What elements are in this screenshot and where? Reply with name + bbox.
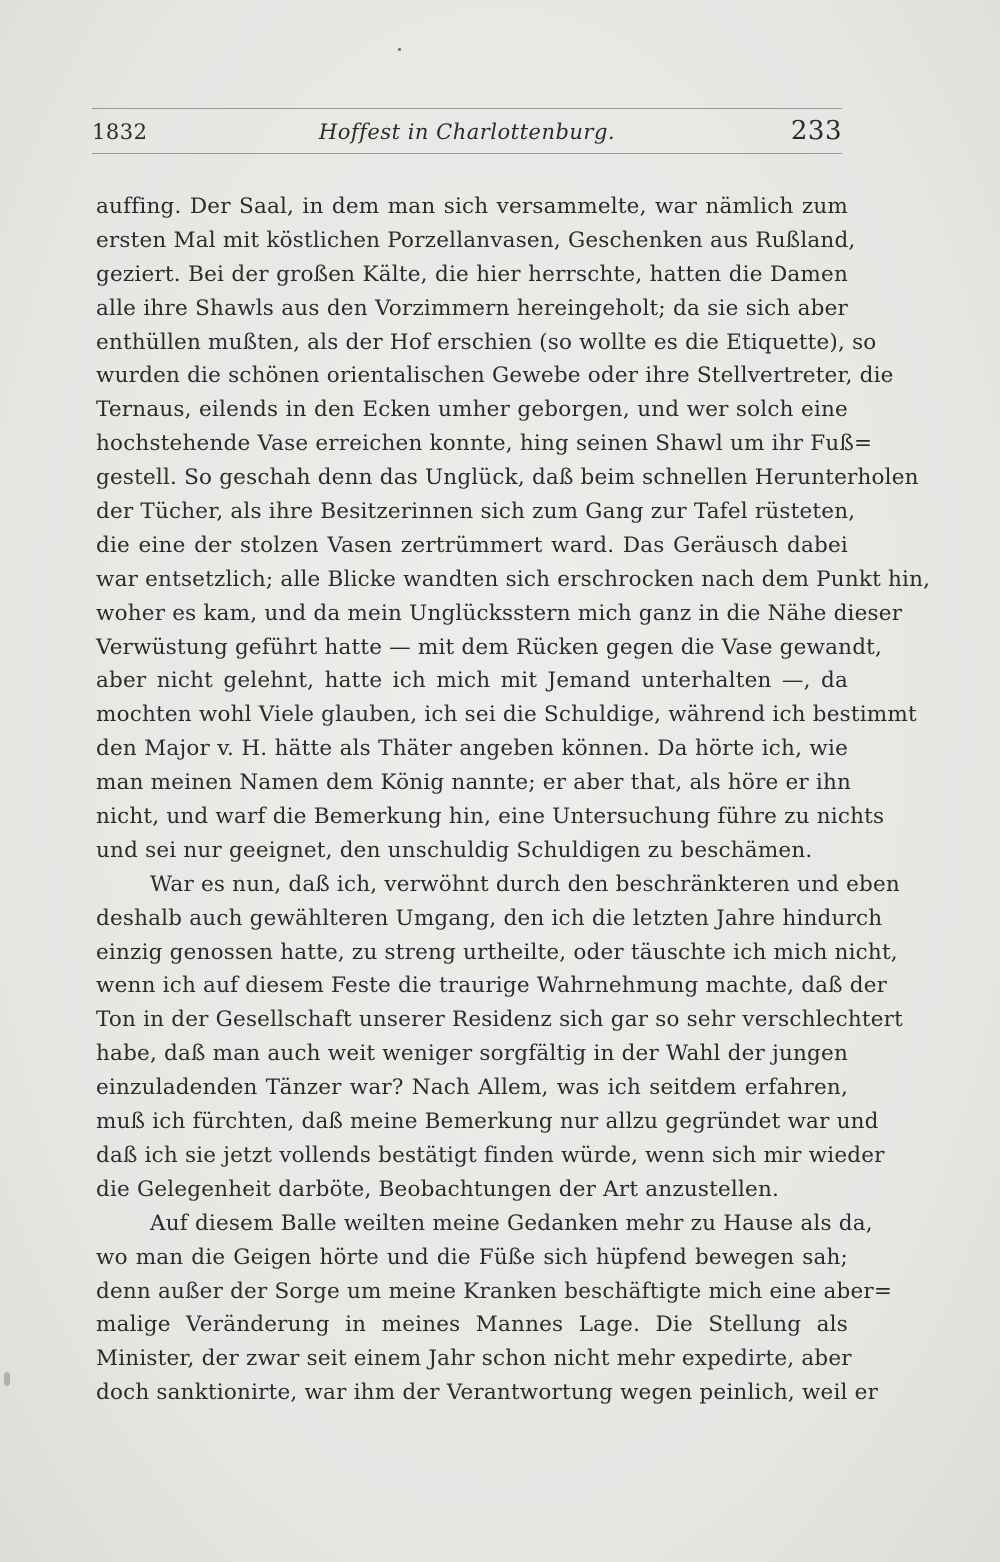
text-line: einzig genossen hatte, zu streng urtheilte, oder täuschte ich mich nicht,: [96, 939, 898, 965]
text-line: die Gelegenheit darböte, Beobachtungen der Art anzustellen.: [96, 1176, 780, 1202]
text-line: hochstehende Vase erreichen konnte, hing seinen Shawl um ihr Fuß=: [96, 431, 873, 457]
page-number: 233: [790, 116, 842, 146]
text-line: die eine der stolzen Vasen zertrümmert ward. Das Geräusch dabei: [96, 532, 848, 558]
running-header: [92, 116, 842, 150]
text-line: Verwüstung geführt hatte — mit dem Rücken gegen die Vase gewandt,: [96, 634, 883, 660]
margin-speck: [4, 1372, 10, 1386]
text-line: gestell. So geschah denn das Unglück, daß beim schnellen Herunterholen: [96, 465, 919, 491]
text-line: Ternaus, eilends in den Ecken umher geborgen, und wer solch eine: [96, 397, 848, 423]
text-line: muß ich fürchten, daß meine Bemerkung nur allzu gegründet war und: [96, 1109, 879, 1135]
text-line: den Major v. H. hätte als Thäter angeben können. Da hörte ich, wie: [96, 736, 848, 762]
text-line: war entsetzlich; alle Blicke wandten sich erschrocken nach dem Punkt hin,: [96, 566, 931, 592]
text-line: ersten Mal mit köstlichen Porzellanvasen, Geschenken aus Rußland,: [96, 227, 856, 253]
text-line: man meinen Namen dem König nannte; er aber that, als höre er ihn: [96, 770, 852, 796]
header-title: Hoffest in Charlottenburg.: [318, 120, 616, 144]
text-line: doch sanktionirte, war ihm der Verantwortung wegen peinlich, weil er: [96, 1380, 879, 1406]
text-line: auffing. Der Saal, in dem man sich versammelte, war nämlich zum: [96, 194, 848, 219]
text-line: habe, daß man auch weit weniger sorgfältig in der Wahl der jungen: [96, 1041, 848, 1067]
text-line: geziert. Bei der großen Kälte, die hier herrschte, hatten die Damen: [96, 261, 848, 287]
text-line: wurden die schönen orientalischen Gewebe oder ihre Stellvertreter, die: [96, 363, 894, 389]
text-line: daß ich sie jetzt vollends bestätigt finden würde, wenn sich mir wieder: [96, 1142, 885, 1168]
text-line: nicht, und warf die Bemerkung hin, eine Untersuchung führe zu nichts: [96, 804, 885, 830]
text-line: Auf diesem Balle weilten meine Gedanken mehr zu Hause als da,: [150, 1210, 873, 1236]
text-line: wenn ich auf diesem Feste die traurige Wahrnehmung machte, daß der: [96, 973, 888, 999]
text-line: Minister, der zwar seit einem Jahr schon nicht mehr expedirte, aber: [96, 1346, 852, 1372]
text-line: und sei nur geeignet, den unschuldig Schuldigen zu beschämen.: [96, 837, 813, 863]
text-line: woher es kam, und da mein Unglücksstern mich ganz in die Nähe dieser: [96, 600, 903, 626]
text-line: enthüllen mußten, als der Hof erschien (so wollte es die Etiquette), so: [96, 329, 877, 355]
text-line: deshalb auch gewählteren Umgang, den ich die letzten Jahre hindurch: [96, 905, 883, 931]
text-line: wo man die Geigen hörte und die Füße sich hüpfend bewegen sah;: [96, 1244, 848, 1270]
text-line: denn außer der Sorge um meine Kranken beschäftigte mich eine aber=: [96, 1278, 893, 1304]
print-speck: [398, 48, 401, 51]
text-line: War es nun, daß ich, verwöhnt durch den beschränkteren und eben: [150, 871, 900, 897]
text-line: Ton in der Gesellschaft unserer Residenz sich gar so sehr verschlechtert: [96, 1007, 904, 1033]
header-year: 1832: [92, 120, 148, 144]
body-text: [96, 190, 931, 1410]
text-line: malige Veränderung in meines Mannes Lage. Die Stellung als: [96, 1312, 848, 1338]
header-rule-top: [92, 108, 842, 109]
text-line: aber nicht gelehnt, hatte ich mich mit Jemand unterhalten —, da: [96, 668, 848, 694]
header-rule-bottom: [92, 153, 842, 154]
text-line: einzuladenden Tänzer war? Nach Allem, was ich seitdem erfahren,: [96, 1075, 848, 1101]
text-line: der Tücher, als ihre Besitzerinnen sich zum Gang zur Tafel rüsteten,: [96, 499, 856, 525]
text-line: alle ihre Shawls aus den Vorzimmern hereingeholt; da sie sich aber: [96, 295, 848, 321]
text-line: mochten wohl Viele glauben, ich sei die Schuldige, während ich bestimmt: [96, 702, 917, 728]
